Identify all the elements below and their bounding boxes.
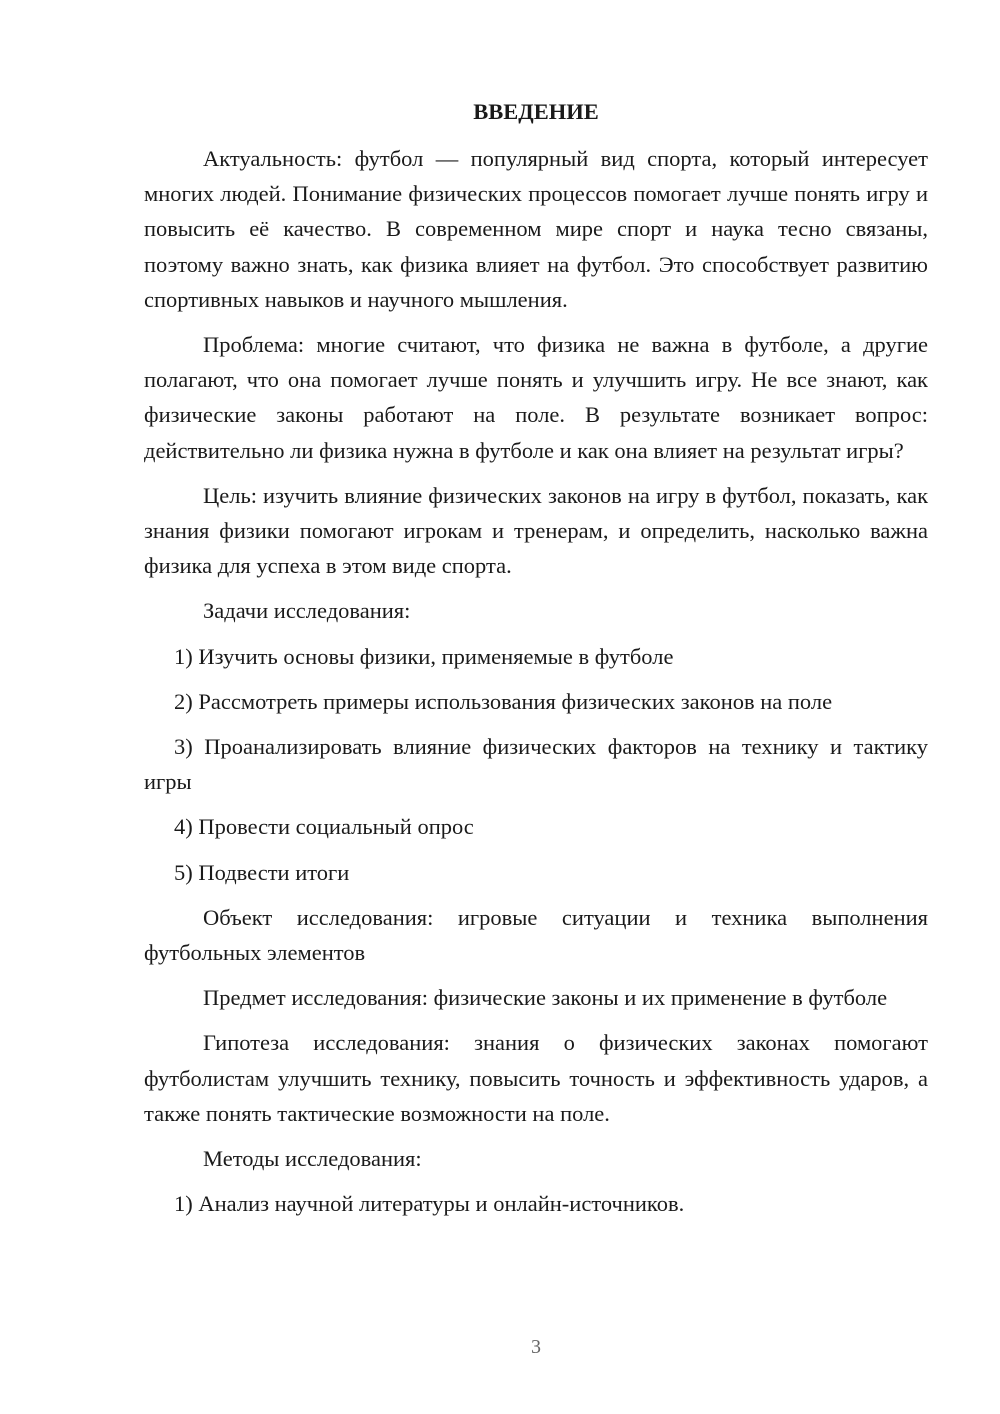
page-number: 3 bbox=[531, 1336, 541, 1358]
subject-paragraph: Предмет исследования: физические законы и их применение в футболе bbox=[203, 985, 888, 1011]
goal-paragraph: Цель: изучить влияние физических законов на игру в футбол, показать, как знания физики помогают игрокам и тренерам, и определить, насколько важна физика для успеха в этом виде спорта. bbox=[144, 482, 928, 579]
problem-paragraph: Проблема: многие считают, что физика не важна в футболе, а другие полагают, что она помогает лучше понять и улучшить игру. Не все знают, как физические законы работают на поле. В результате возникает вопрос: действительно ли физика нужна в футболе и как она влияет на результат игры? bbox=[144, 332, 928, 463]
page-content bbox=[144, 94, 928, 1221]
task-item: 5) Подвести итоги bbox=[174, 859, 350, 885]
object-paragraph: Объект исследования: игровые ситуации и техника выполнения футбольных элементов bbox=[144, 904, 928, 966]
section-title: ВВЕДЕНИЕ bbox=[473, 99, 599, 124]
task-item: 2) Рассмотреть примеры использования физических законов на поле bbox=[174, 688, 833, 714]
task-item: 3) Проанализировать влияние физических факторов на технику и тактику игры bbox=[144, 734, 928, 795]
methods-heading: Методы исследования: bbox=[203, 1146, 422, 1172]
tasks-heading: Задачи исследования: bbox=[203, 598, 411, 624]
hypothesis-paragraph: Гипотеза исследования: знания о физических законах помогают футболистам улучшить технику, повысить точность и эффективность ударов, а также понять тактические возможности на поле. bbox=[144, 1030, 928, 1126]
task-item: 1) Изучить основы физики, применяемые в футболе bbox=[174, 643, 674, 669]
method-item: 1) Анализ научной литературы и онлайн-источников. bbox=[174, 1191, 685, 1217]
relevance-paragraph: Актуальность: футбол — популярный вид спорта, который интересует многих людей. Понимание физических процессов помогает лучше понять игру и повысить её качество. В современном мире спорт и наука тесно связаны, поэтому важно знать, как физика влияет на футбол. Это способствует развитию спортивных навыков и научного мышления. bbox=[144, 146, 928, 312]
task-item: 4) Провести социальный опрос bbox=[174, 814, 474, 840]
